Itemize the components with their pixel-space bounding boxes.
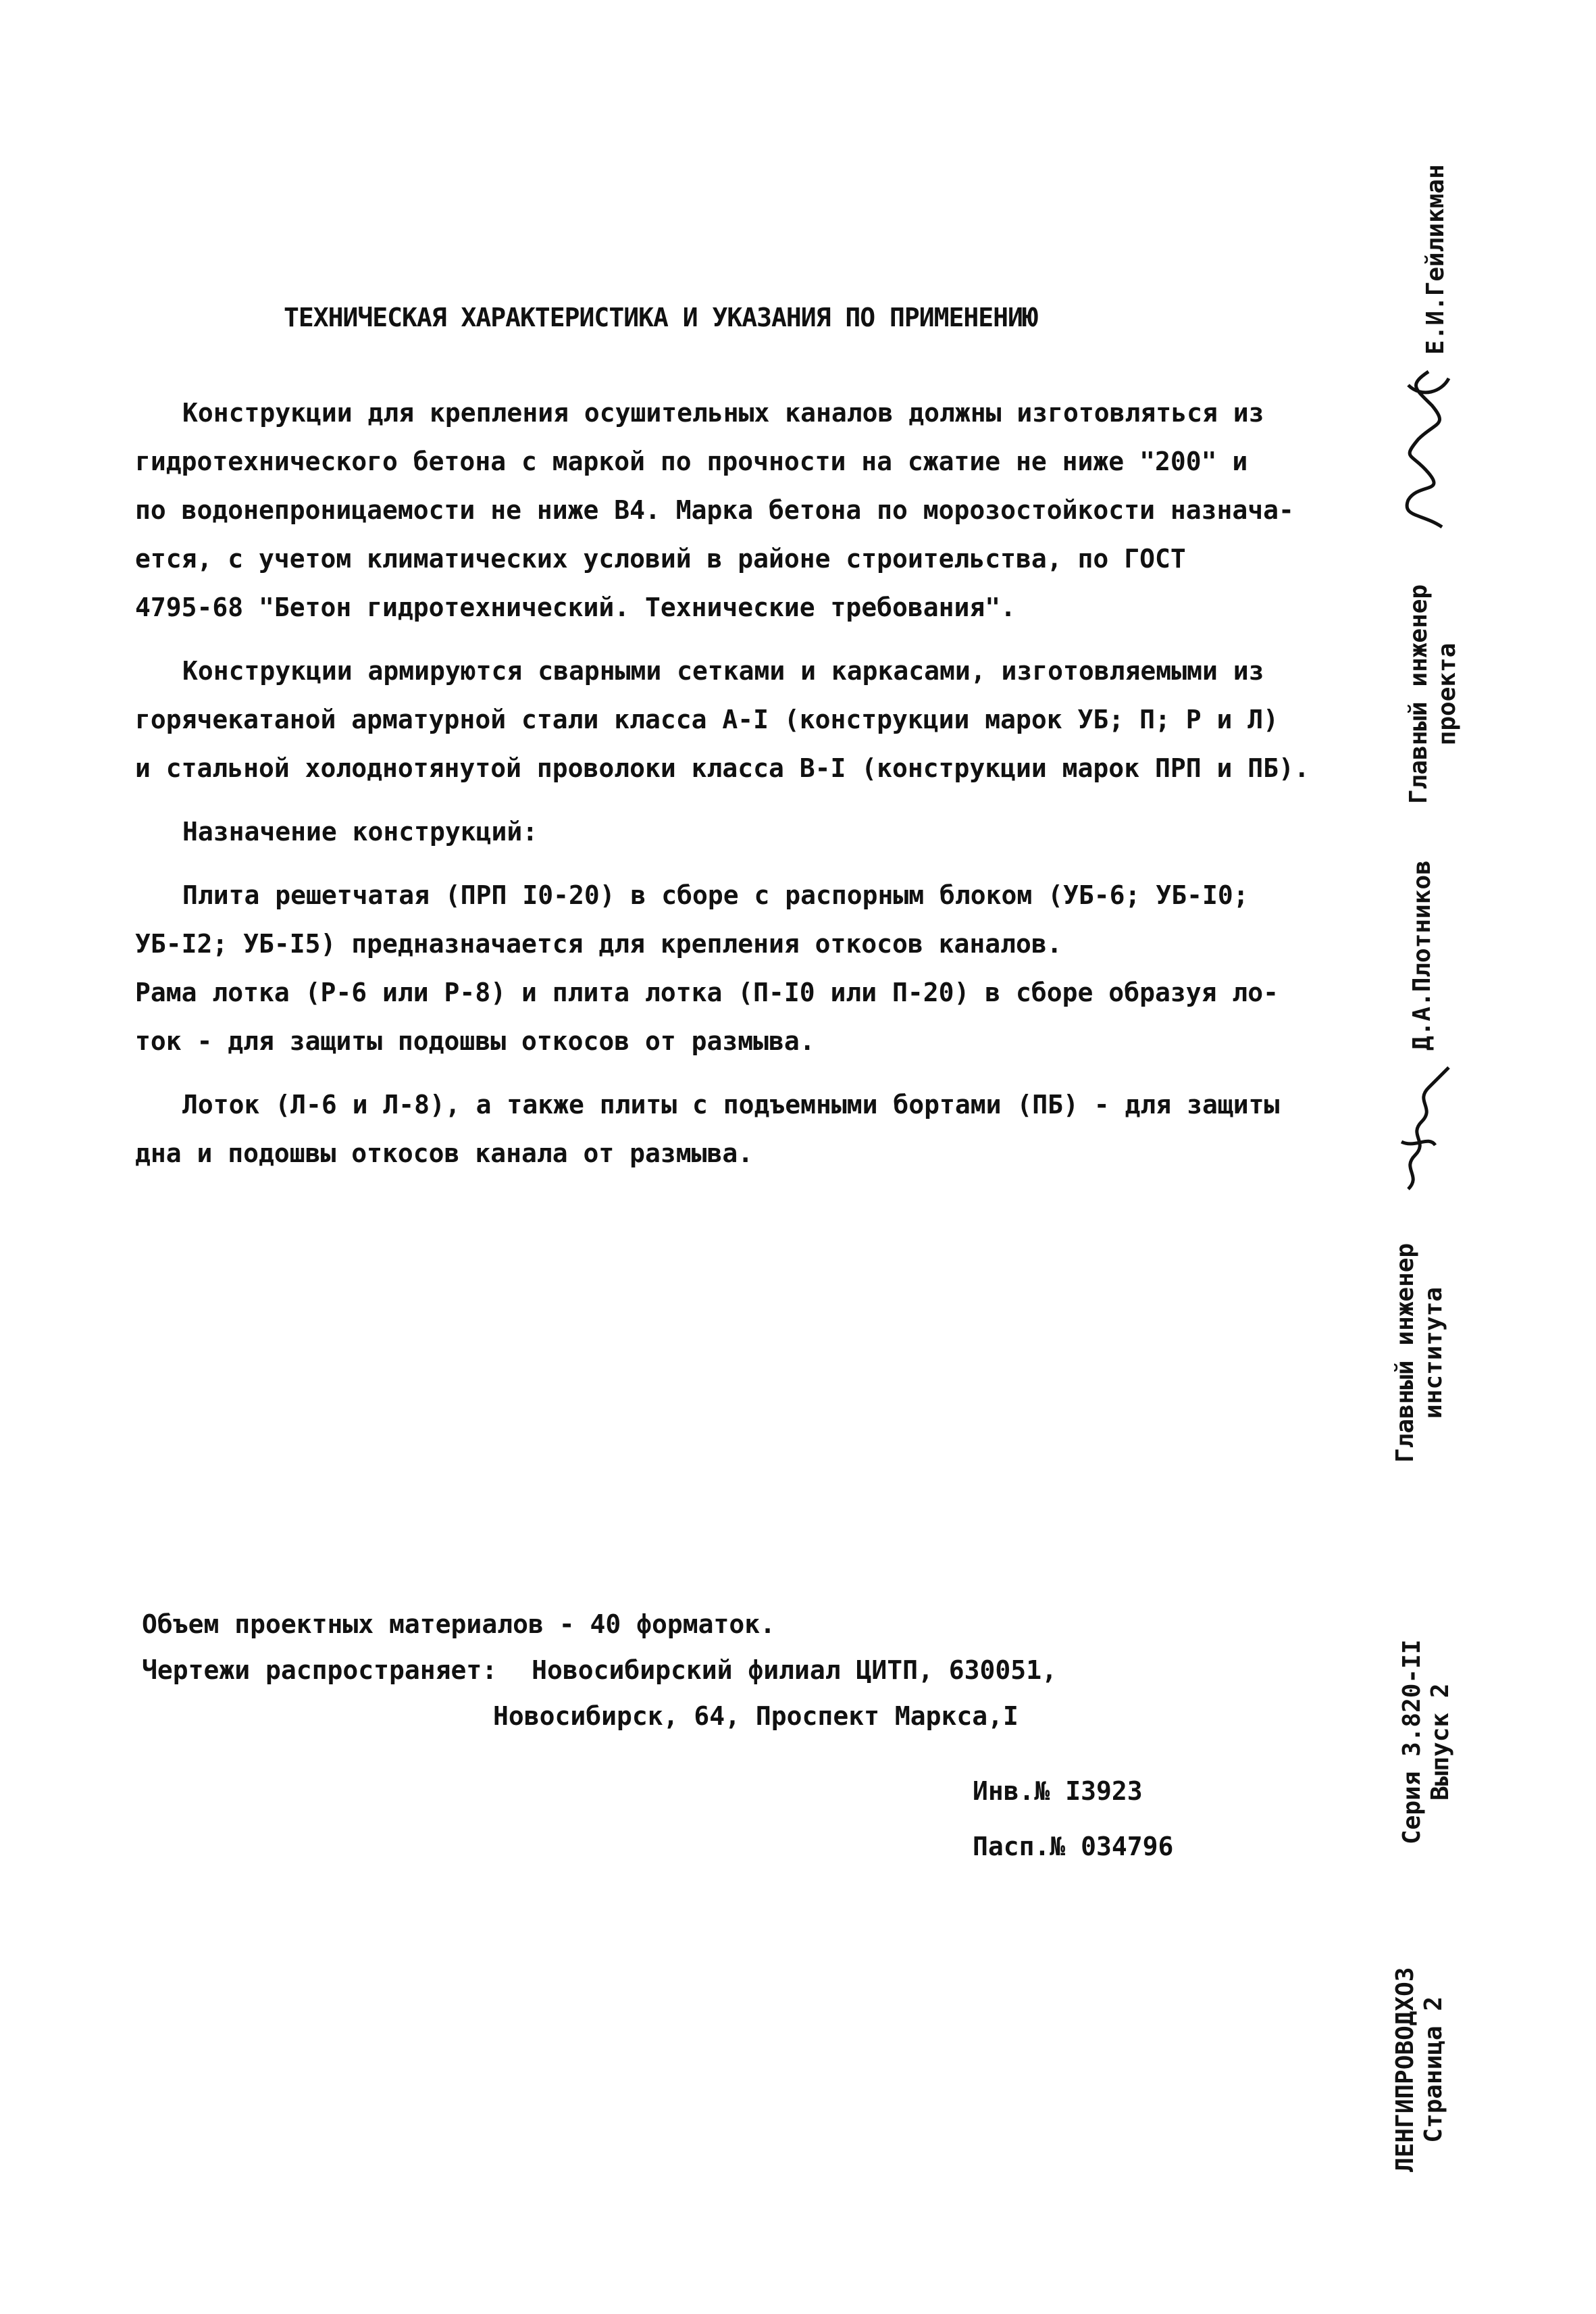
paragraph-1: [135, 388, 1294, 632]
role-line: проекта: [1433, 643, 1461, 746]
sidebar-name-2: Д.А.Плотников: [1408, 860, 1436, 1051]
text-line: УБ-I2; УБ-I5) предназначается для крепления откосов каналов.: [135, 929, 1062, 959]
paragraph-3: [135, 807, 1270, 856]
distributor-address-1: Новосибирский филиал ЦИТП, 630051,: [532, 1655, 1057, 1685]
inventory-number: Инв.№ I3923: [973, 1776, 1143, 1806]
paragraph-4: [135, 871, 1279, 1065]
series-block: [1398, 1640, 1455, 1844]
text-line: Рама лотка (Р-6 или Р-8) и плита лотка (П-I0 или П-20) в сборе образуя ло-: [135, 978, 1279, 1007]
page-title: ТЕХНИЧЕСКАЯ ХАРАКТЕРИСТИКА И УКАЗАНИЯ ПО ПРИМЕНЕНИЮ: [284, 303, 1037, 332]
series-number: Серия 3.820-II: [1398, 1639, 1426, 1844]
signature-2: [1388, 1061, 1456, 1196]
text-line: Конструкции для крепления осушительных каналов должны изготовляться из: [182, 398, 1264, 428]
passport-number: Пасп.№ 034796: [973, 1832, 1174, 1861]
page-number: Страница 2: [1420, 1996, 1447, 2143]
volume-note: Объем проектных материалов - 40 форматок.: [142, 1609, 775, 1639]
text-line: горячекатаной арматурной стали класса А-I (конструкции марок УБ; П; Р и Л): [135, 705, 1279, 734]
text-line: по водонепроницаемости не ниже В4. Марка бетона по морозостойкости назнача-: [135, 495, 1294, 525]
text-line: дна и подошвы откосов канала от размыва.: [135, 1138, 754, 1168]
text-line: Назначение конструкций:: [182, 817, 538, 847]
distributor-address-2: Новосибирск, 64, Проспект Маркса,I: [493, 1701, 1019, 1731]
sidebar-name-1: Е.И.Гейликман: [1422, 164, 1449, 355]
sidebar-role-1: [1405, 584, 1462, 804]
issue-number: Выпуск 2: [1426, 1683, 1454, 1801]
distributor-label: Чертежи распространяет:: [142, 1655, 498, 1685]
organization-name: ЛЕНГИПРОВОДХОЗ: [1391, 1967, 1419, 2172]
text-line: 4795-68 "Бетон гидротехнический. Технические требования".: [135, 593, 1016, 622]
paragraph-5: [135, 1080, 1280, 1178]
text-line: ток - для защиты подошвы откосов от размыва.: [135, 1026, 815, 1056]
text-line: и стальной холоднотянутой проволоки класса В-I (конструкции марок ПРП и ПБ).: [135, 753, 1310, 783]
role-line: Главный инженер: [1405, 584, 1433, 804]
text-line: Лоток (Л-6 и Л-8), а также плиты с подъемными бортами (ПБ) - для защиты: [182, 1090, 1280, 1120]
inventory-block: [973, 1763, 1173, 1874]
role-line: института: [1420, 1286, 1447, 1419]
footer: [142, 1601, 1057, 1739]
text-line: Конструкции армируются сварными сетками и каркасами, изготовляемыми из: [182, 656, 1264, 686]
paragraph-2: [135, 647, 1310, 793]
body-text: [135, 388, 1310, 1192]
text-line: ется, с учетом климатических условий в районе строительства, по ГОСТ: [135, 544, 1186, 574]
org-block: [1391, 1967, 1448, 2172]
sidebar-role-2: [1391, 1243, 1448, 1463]
text-line: гидротехнического бетона с маркой по прочноcти на сжатие не ниже "200" и: [135, 447, 1248, 476]
text-line: Плита решетчатая (ПРП I0-20) в сборе с распорным блоком (УБ-6; УБ-I0;: [182, 880, 1249, 910]
signature-1: [1381, 358, 1462, 534]
role-line: Главный инженер: [1391, 1242, 1419, 1463]
